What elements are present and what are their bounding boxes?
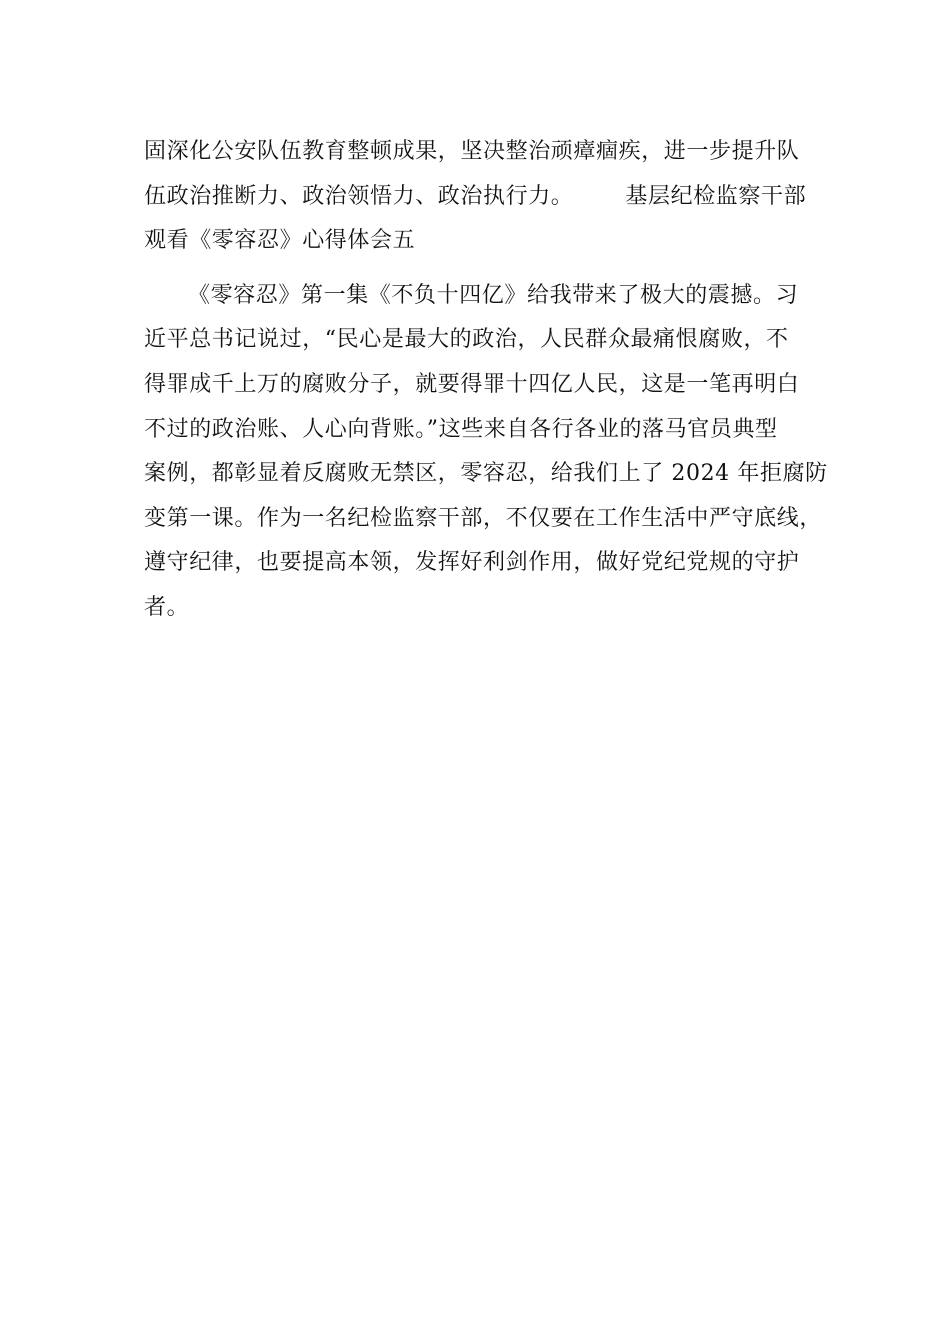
continuation-line-2-text: 伍政治推断力、政治领悟力、政治执行力。 bbox=[144, 183, 574, 209]
paragraph-line-8: 者。 bbox=[144, 594, 190, 620]
document-body bbox=[144, 130, 828, 631]
paragraph-line-7: 遵守纪律，也要提高本领，发挥好利剑作用，做好党纪党规的守护 bbox=[144, 550, 800, 576]
paragraph-line-6: 变第一课。作为一名纪检监察干部，不仅要在工作生活中严守底线， bbox=[144, 505, 823, 531]
paragraph-line-4: 不过的政治账、人心向背账。”这些来自各行各业的落马官员典型 bbox=[144, 416, 778, 442]
paragraph-line-2: 近平总书记说过，“民心是最大的政治，人民群众最痛恨腐败，不 bbox=[144, 327, 789, 353]
section-heading-part-2: 观看《零容忍》心得体会五 bbox=[144, 228, 416, 254]
paragraph-line-1: 《零容忍》第一集《不负十四亿》给我带来了极大的震撼。习 bbox=[188, 282, 799, 308]
continuation-line-2 bbox=[144, 175, 824, 220]
section-heading-part-1: 基层纪检监察干部 bbox=[625, 183, 807, 209]
paragraph-line-3: 得罪成千上万的腐败分子，就要得罪十四亿人民，这是一笔再明白 bbox=[144, 371, 800, 397]
paragraph-line-5: 案例，都彰显着反腐败无禁区，零容忍，给我们上了 2024 年拒腐防 bbox=[144, 461, 828, 487]
continuation-line-1: 固深化公安队伍教育整顿成果，坚决整治顽瘴痼疾，进一步提升队 bbox=[144, 139, 800, 164]
